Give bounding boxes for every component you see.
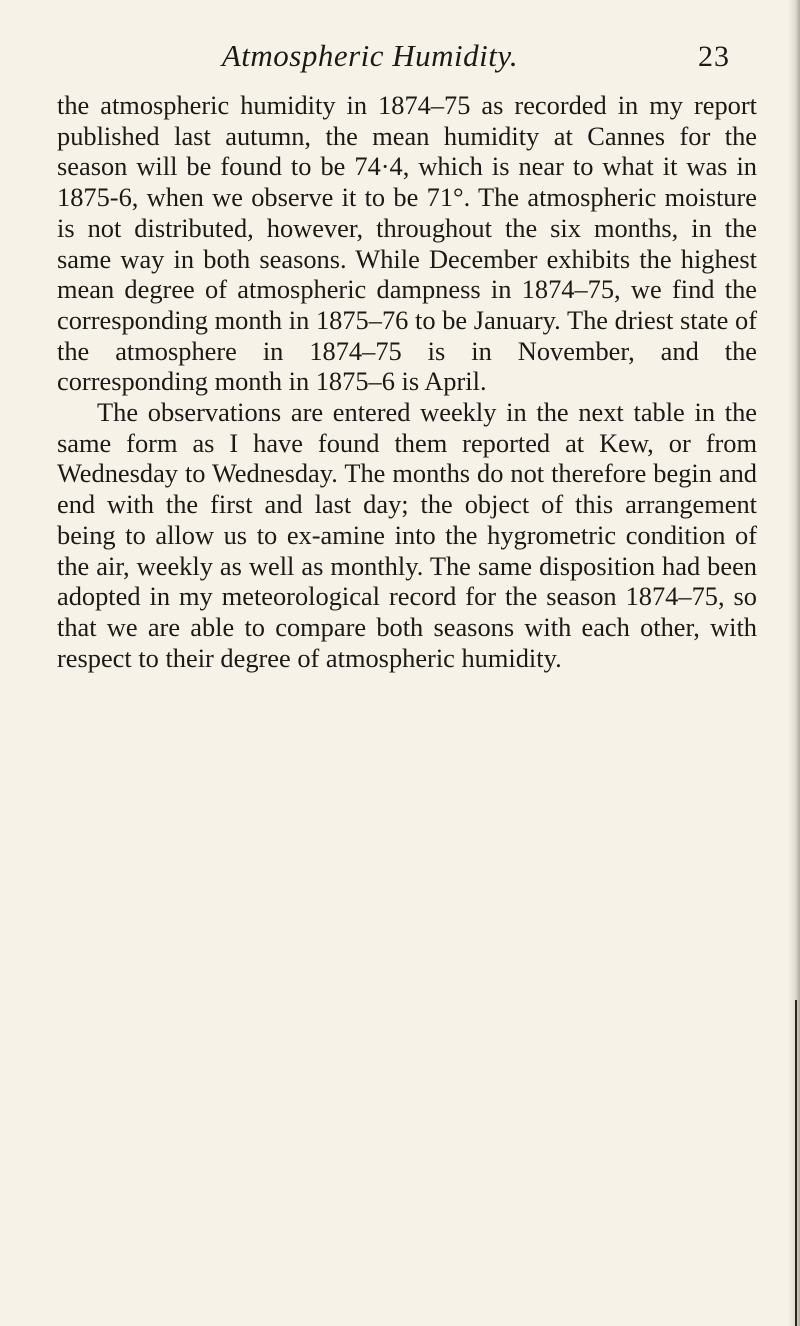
body-text: [57, 90, 757, 673]
page-edge-line: [795, 1000, 797, 1326]
paragraph-1: the atmospheric humidity in 1874–75 as recorded in my report published last autumn, the mean humidity at Cannes for the season will be found to be 74·4, which is near to what it was in 1875-6, when we observe it to be 71°. The atmospheric moisture is not distributed, however, throughout the six months, in the same way in both seasons. While December exhibits the highest mean degree of atmospheric dampness in 1874–75, we find the corresponding month in 1875–76 to be January. The driest state of the atmosphere in 1874–75 is in November, and the corresponding month in 1875–6 is April.: [57, 90, 757, 397]
paragraph-2: The observations are entered weekly in the next table in the same form as I have found them reported at Kew, or from Wednesday to Wednesday. The months do not therefore begin and end with the first and last day; the object of this arrangement being to allow us to ex-amine into the hygrometric condition of the air, weekly as well as monthly. The same disposition had been adopted in my meteorological record for the season 1874–75, so that we are able to compare both seasons with each other, with respect to their degree of atmospheric humidity.: [57, 397, 757, 673]
page-edge-shadow: [788, 0, 800, 1326]
page-number: 23: [698, 40, 730, 73]
running-head: [60, 38, 730, 78]
running-title: Atmospheric Humidity.: [221, 38, 519, 73]
